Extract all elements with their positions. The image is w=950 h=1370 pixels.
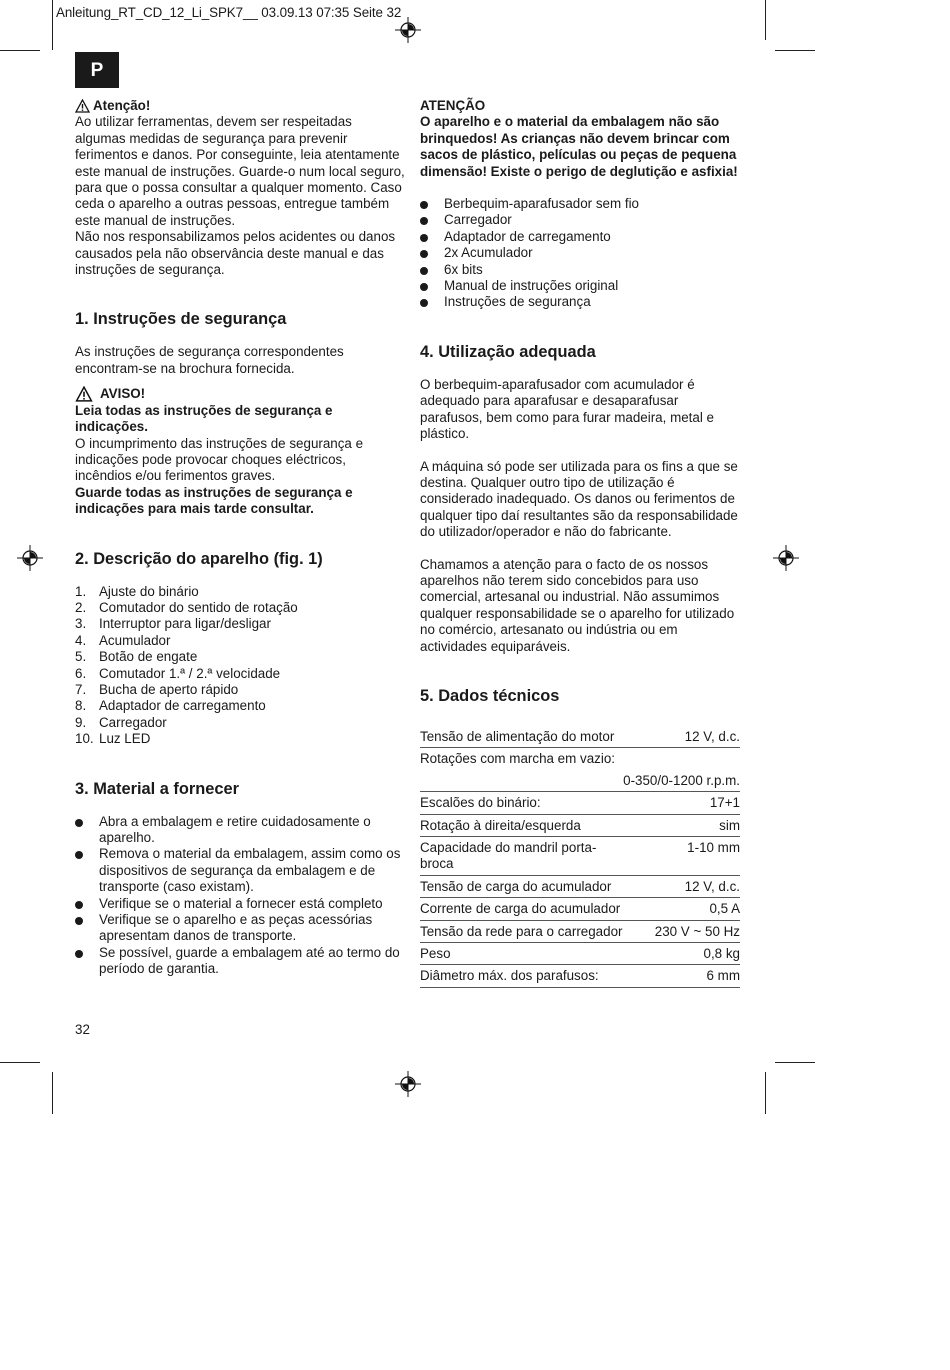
list-item: 9. Carregador	[75, 714, 167, 730]
left-column	[75, 98, 405, 978]
crop-mark	[765, 1072, 766, 1114]
registration-mark-icon	[17, 545, 43, 571]
table-row: Diâmetro máx. dos parafusos: 6 mm	[420, 965, 740, 987]
aviso-title: AVISO!	[75, 386, 405, 402]
table-row: Peso 0,8 kg	[420, 943, 740, 965]
right-column	[420, 98, 742, 988]
usage-paragraph: O berbequim-aparafusador com acumulador é adequado para aparafusar e desaparafusar parafusos, bem como para furar madeira, metal e plástico.	[420, 376, 714, 442]
section-heading: 3. Material a fornecer	[75, 779, 239, 798]
registration-mark-icon	[395, 17, 421, 43]
list-item: Carregador	[420, 212, 742, 228]
list-item: Verifique se o material a fornecer está completo	[75, 896, 405, 912]
registration-mark-icon	[395, 1071, 421, 1097]
section-heading: 5. Dados técnicos	[420, 686, 560, 705]
section-heading: 2. Descrição do aparelho (fig. 1)	[75, 549, 323, 568]
list-item: 10. Luz LED	[75, 731, 151, 747]
usage-paragraph: Chamamos a atenção para o facto de os nossos aparelhos não terem sido concebidos para uso comercial, artesanal ou industrial. Não assumimos qualquer responsabilidade se o aparelho for utilizado no comércio, artesanato ou indústria ou em actividades equiparáveis.	[420, 556, 735, 654]
table-row: Rotações com marcha em vazio:	[420, 751, 615, 767]
section-heading: 4. Utilização adequada	[420, 342, 596, 361]
list-item: 6. Comutador 1.ª / 2.ª velocidade	[75, 665, 281, 681]
table-row: Rotação à direita/esquerda sim	[420, 814, 740, 836]
table-row: Tensão da rede para o carregador 230 V ~ 50 Hz	[420, 920, 740, 942]
crop-mark	[52, 0, 53, 50]
list-item: 7. Bucha de aperto rápido	[75, 681, 239, 697]
supply-list	[420, 196, 742, 311]
page-number: 32	[75, 1022, 90, 1037]
warning-triangle-icon	[75, 386, 93, 402]
aviso-bold-text: Guarde todas as instruções de segurança e indicações para mais tarde consultar.	[75, 484, 353, 517]
crop-mark	[52, 1072, 53, 1114]
table-row: Tensão de alimentação do motor 12 V, d.c.	[420, 726, 740, 748]
warning-paragraph: Não nos responsabilizamos pelos acidentes ou danos causados pela não observância deste manual e das instruções de segurança.	[75, 229, 396, 278]
warning-title: Atenção!	[75, 98, 405, 114]
unpacking-list	[75, 814, 405, 978]
table-row: Escalões do binário: 17+1	[420, 792, 740, 814]
table-row: Tensão de carga do acumulador 12 V, d.c.	[420, 875, 740, 897]
list-item: Abra a embalagem e retire cuidadosamente o aparelho.	[75, 814, 405, 847]
warning-paragraph: Ao utilizar ferramentas, devem ser respeitadas algumas medidas de segurança para prevenir ferimentos e danos. Por conseguinte, leia atentamente este manual de instruções. Guarde-o num local seguro, para que o possa consultar a qualquer momento. Caso ceda o aparelho a outras pessoas, entregue também este manual de instruções.	[75, 114, 405, 228]
crop-mark	[775, 50, 815, 51]
attention-text: O aparelho e o material da embalagem não são brinquedos! As crianças não devem brincar com sacos de plástico, películas ou peças de pequena dimensão! Existe o perigo de deglutição e asfixia!	[420, 114, 738, 179]
section-heading: 1. Instruções de segurança	[75, 310, 287, 329]
list-item: Verifique se o aparelho e as peças acessórias apresentam danos de transporte.	[75, 912, 405, 945]
aviso-bold-text: Leia todas as instruções de segurança e indicações.	[75, 402, 333, 435]
aviso-text: O incumprimento das instruções de segurança e indicações pode provocar choques eléctricos, incêndios e/ou ferimentos graves.	[75, 435, 364, 484]
list-item: Adaptador de carregamento	[420, 229, 742, 245]
list-item: Berbequim-aparafusador sem fio	[420, 196, 742, 212]
list-item: 6x bits	[420, 262, 742, 278]
crop-mark	[765, 0, 766, 40]
safety-intro: As instruções de segurança correspondentes encontram-se na brochura fornecida.	[75, 344, 344, 376]
tech-data-table	[420, 726, 740, 988]
warning-triangle-icon	[75, 99, 90, 113]
list-item: Manual de instruções original	[420, 278, 742, 294]
table-row: Capacidade do mandril porta-broca 1-10 mm	[420, 837, 740, 876]
crop-mark	[775, 1062, 815, 1063]
crop-mark	[0, 1062, 40, 1063]
list-item: 1. Ajuste do binário	[75, 583, 199, 599]
crop-mark	[0, 50, 40, 51]
usage-paragraph: A máquina só pode ser utilizada para os fins a que se destina. Qualquer outro tipo de utilização é considerado inadequado. Os danos ou ferimentos de qualquer tipo daí resultantes são da responsabilidade do utilizador/operador e não do fabricante.	[420, 458, 738, 540]
list-item: Se possível, guarde a embalagem até ao termo do período de garantia.	[75, 945, 405, 978]
list-item: Remova o material da embalagem, assim como os dispositivos de segurança da embalagem e de transporte (caso existam).	[75, 846, 405, 895]
list-item: 2. Comutador do sentido de rotação	[75, 599, 298, 615]
list-item: 5. Botão de engate	[75, 649, 198, 665]
print-header: Anleitung_RT_CD_12_Li_SPK7__ 03.09.13 07:35 Seite 32	[56, 5, 402, 20]
table-row: 0-350/0-1200 r.p.m.	[420, 770, 740, 792]
list-item: 4. Acumulador	[75, 632, 171, 648]
parts-list	[75, 584, 405, 748]
list-item: 8. Adaptador de carregamento	[75, 698, 266, 714]
language-badge: P	[75, 52, 119, 88]
list-item: 3. Interruptor para ligar/desligar	[75, 616, 271, 632]
table-row: Corrente de carga do acumulador 0,5 A	[420, 898, 740, 920]
attention-title: ATENÇÃO	[420, 98, 486, 113]
registration-mark-icon	[773, 545, 799, 571]
list-item: Instruções de segurança	[420, 294, 742, 310]
list-item: 2x Acumulador	[420, 245, 742, 261]
